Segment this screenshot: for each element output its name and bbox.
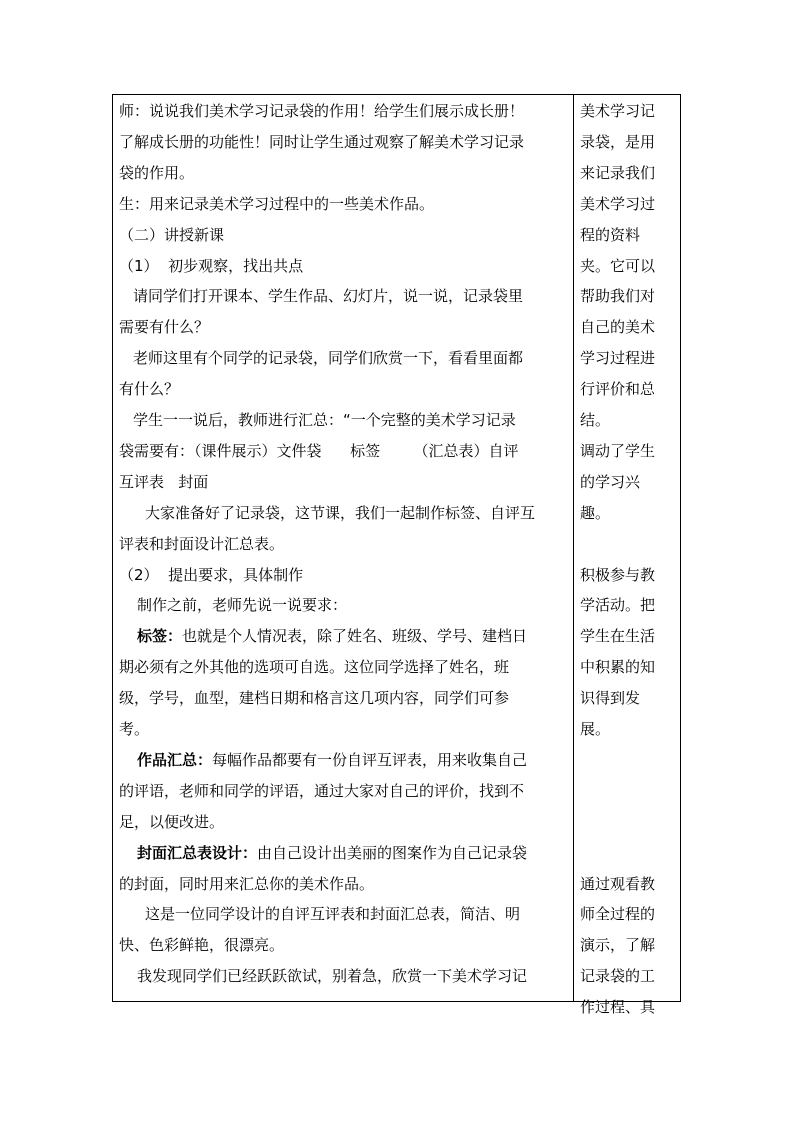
- line-text: 互评表 封面: [119, 472, 209, 491]
- process-line: [137, 966, 527, 986]
- intent-line: 行评价和总: [580, 380, 656, 399]
- line-text: 由自己设计出美丽的图案作为自己记录袋: [257, 843, 528, 862]
- intent-line: 积极参与教: [580, 565, 656, 584]
- intent-line: 学活动。把: [580, 596, 656, 615]
- intent-line: 来记录我们: [580, 163, 656, 182]
- intent-line: 学习过程进: [580, 349, 656, 368]
- process-line: [119, 781, 524, 801]
- line-text: 的封面，同时用来汇总你的美术作品。: [119, 874, 375, 893]
- process-line: [119, 472, 208, 492]
- intent-line: 帮助我们对: [580, 287, 656, 306]
- intent-line: 夹。它可以: [580, 256, 656, 275]
- intent-line: 记录袋的工: [580, 967, 656, 986]
- intent-line: 的学习兴: [580, 472, 641, 491]
- process-line: [119, 194, 434, 214]
- process-line: [119, 225, 224, 245]
- column-divider: [573, 95, 574, 1001]
- line-text: 考。: [119, 720, 150, 738]
- line-text: 快、色彩鲜艳，很漂亮。: [119, 936, 285, 955]
- process-line: [119, 101, 524, 121]
- line-text: （1） 初步观察，找出共点: [119, 256, 304, 275]
- line-text: 期必须有之外其他的选项可自选。这位同学选择了姓名，班: [119, 658, 510, 677]
- line-text: 也就是个人情况表，除了姓名、班级、学号、建档日: [182, 627, 528, 646]
- process-line: [119, 719, 149, 739]
- process-line: [133, 286, 523, 306]
- intent-line: 展。: [580, 720, 611, 738]
- process-line: [119, 688, 509, 708]
- process-line: [133, 410, 516, 430]
- process-line: [119, 441, 519, 461]
- line-text: 袋的作用。: [119, 163, 195, 182]
- intent-line: 识得到发: [580, 689, 641, 708]
- intent-line: 美术学习过: [580, 194, 656, 213]
- process-line: [119, 163, 194, 183]
- line-text: 制作之前，老师先说一说要求：: [137, 596, 348, 615]
- process-line: [119, 317, 209, 337]
- intent-line: 中积累的知: [580, 658, 656, 677]
- bold-term: 标签：: [137, 627, 183, 646]
- line-text: 袋需要有：（课件展示）文件袋 标签 （汇总表）自评: [119, 441, 519, 460]
- line-text: 师：说说我们美术学习记录袋的作用！给学生们展示成长册！: [119, 102, 525, 120]
- lesson-plan-table: [112, 94, 681, 1017]
- process-line: [137, 843, 527, 863]
- process-line: [119, 812, 224, 832]
- process-line: [145, 904, 520, 924]
- intent-line: 作过程、具: [580, 998, 656, 1017]
- intent-line: 通过观看教: [580, 874, 656, 893]
- intent-line: 程的资料: [580, 225, 641, 244]
- process-line: [119, 657, 509, 677]
- process-line: [145, 503, 535, 523]
- line-text: 了解成长册的功能性！同时让学生通过观察了解美术学习记录: [119, 132, 525, 151]
- line-text: 每幅作品都要有一份自评互评表，用来收集自己: [212, 750, 528, 769]
- process-line: [137, 750, 527, 770]
- intent-line: 学生在生活: [580, 627, 656, 646]
- line-text: 评表和封面设计汇总表。: [119, 534, 285, 553]
- line-text: 有什么？: [119, 380, 180, 399]
- intent-line: 调动了学生: [580, 441, 656, 460]
- intent-line: 趣。: [580, 503, 611, 522]
- line-text: 这是一位同学设计的自评互评表和封面汇总表，简洁、明: [145, 905, 521, 924]
- intent-line: 演示，了解: [580, 936, 656, 955]
- process-line: [133, 348, 523, 368]
- line-text: 生：用来记录美术学习过程中的一些美术作品。: [119, 194, 435, 213]
- intent-line: 师全过程的: [580, 905, 656, 924]
- intent-line: 结。: [580, 411, 611, 429]
- line-text: 学生一一说后，教师进行汇总：“一个完整的美术学习记录: [133, 411, 516, 429]
- bold-term: 作品汇总：: [137, 750, 213, 769]
- line-text: 我发现同学们已经跃跃欲试，别着急，欣赏一下美术学习记: [137, 967, 528, 986]
- line-text: 足，以便改进。: [119, 812, 225, 831]
- line-text: （二）讲授新课: [119, 225, 225, 244]
- bold-term: 封面汇总表设计：: [137, 843, 258, 862]
- process-line: [137, 595, 347, 615]
- line-text: 请同学们打开课本、学生作品、幻灯片，说一说，记录袋里: [133, 287, 524, 306]
- process-line: [137, 626, 527, 646]
- process-line: [119, 379, 179, 399]
- process-line: [119, 565, 303, 585]
- line-text: 老师这里有个同学的记录袋，同学们欣赏一下，看看里面都: [133, 349, 524, 368]
- intent-line: 录袋，是用: [580, 132, 656, 151]
- intent-line: 美术学习记: [580, 102, 656, 120]
- process-line: [119, 874, 374, 894]
- process-line: [119, 256, 303, 276]
- process-line: [119, 935, 284, 955]
- line-text: 大家准备好了记录袋，这节课，我们一起制作标签、自评互: [145, 503, 536, 522]
- line-text: 需要有什么？: [119, 318, 210, 337]
- process-line: [119, 534, 284, 554]
- intent-line: 自己的美术: [580, 318, 656, 337]
- line-text: 级，学号，血型，建档日期和格言这几项内容，同学们可参: [119, 689, 510, 708]
- line-text: （2） 提出要求，具体制作: [119, 565, 304, 584]
- line-text: 的评语，老师和同学的评语，通过大家对自己的评价，找到不: [119, 781, 525, 800]
- process-line: [119, 132, 524, 152]
